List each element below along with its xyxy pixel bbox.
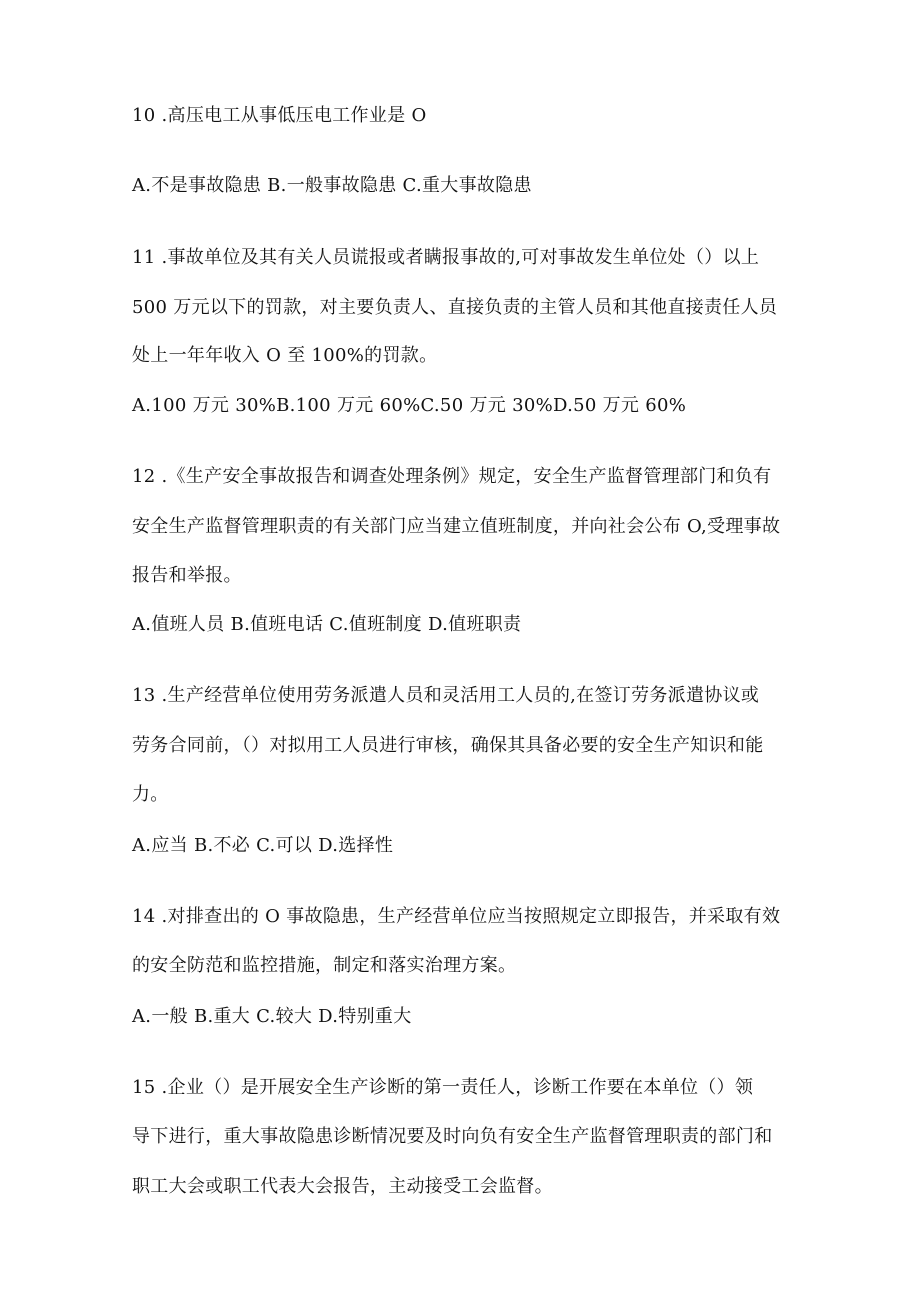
question-15-line-3: 职工大会或职工代表大会报告，主动接受工会监督。 xyxy=(132,1176,553,1197)
question-12-line-3: 报告和举报。 xyxy=(132,565,242,586)
question-11-line-3: 处上一年年收入 O 至 100%的罚款。 xyxy=(132,345,438,366)
question-10-options: A.不是事故隐患 B.一般事故隐患 C.重大事故隐患 xyxy=(132,175,532,196)
question-11-line-1: 11 .事故单位及其有关人员谎报或者瞒报事故的,可对事故发生单位处（）以上 xyxy=(132,247,760,268)
question-12-options: A.值班人员 B.值班电话 C.值班制度 D.值班职责 xyxy=(132,614,522,635)
question-13-line-1: 13 .生产经营单位使用劳务派遣人员和灵活用工人员的,在签订劳务派遣协议或 xyxy=(132,685,760,706)
question-11-options: A.100 万元 30%B.100 万元 60%C.50 万元 30%D.50 万元 60% xyxy=(132,395,687,416)
question-10-line-1: 10 .高压电工从事低压电工作业是 O xyxy=(132,105,427,126)
question-15-line-2: 导下进行，重大事故隐患诊断情况要及时向负有安全生产监督管理职责的部门和 xyxy=(132,1126,773,1147)
question-14-options: A.一般 B.重大 C.较大 D.特别重大 xyxy=(132,1006,412,1027)
question-13-options: A.应当 B.不必 C.可以 D.选择性 xyxy=(132,835,394,856)
question-12-line-2: 安全生产监督管理职责的有关部门应当建立值班制度，并向社会公布 O,受理事故 xyxy=(132,516,781,537)
question-14-line-2: 的安全防范和监控措施，制定和落实治理方案。 xyxy=(132,955,517,976)
question-14-line-1: 14 .对排查出的 O 事故隐患，生产经营单位应当按照规定立即报告，并采取有效 xyxy=(132,906,781,927)
question-12-line-1: 12 .《生产安全事故报告和调查处理条例》规定，安全生产监督管理部门和负有 xyxy=(132,466,772,487)
question-15-line-1: 15 .企业（）是开展安全生产诊断的第一责任人，诊断工作要在本单位（）领 xyxy=(132,1077,754,1098)
question-13-line-2: 劳务合同前，（）对拟用工人员进行审核，确保其具备必要的安全生产知识和能 xyxy=(132,735,764,756)
question-13-line-3: 力。 xyxy=(132,784,169,805)
question-11-line-2: 500 万元以下的罚款，对主要负责人、直接负责的主管人员和其他直接责任人员 xyxy=(132,297,778,318)
